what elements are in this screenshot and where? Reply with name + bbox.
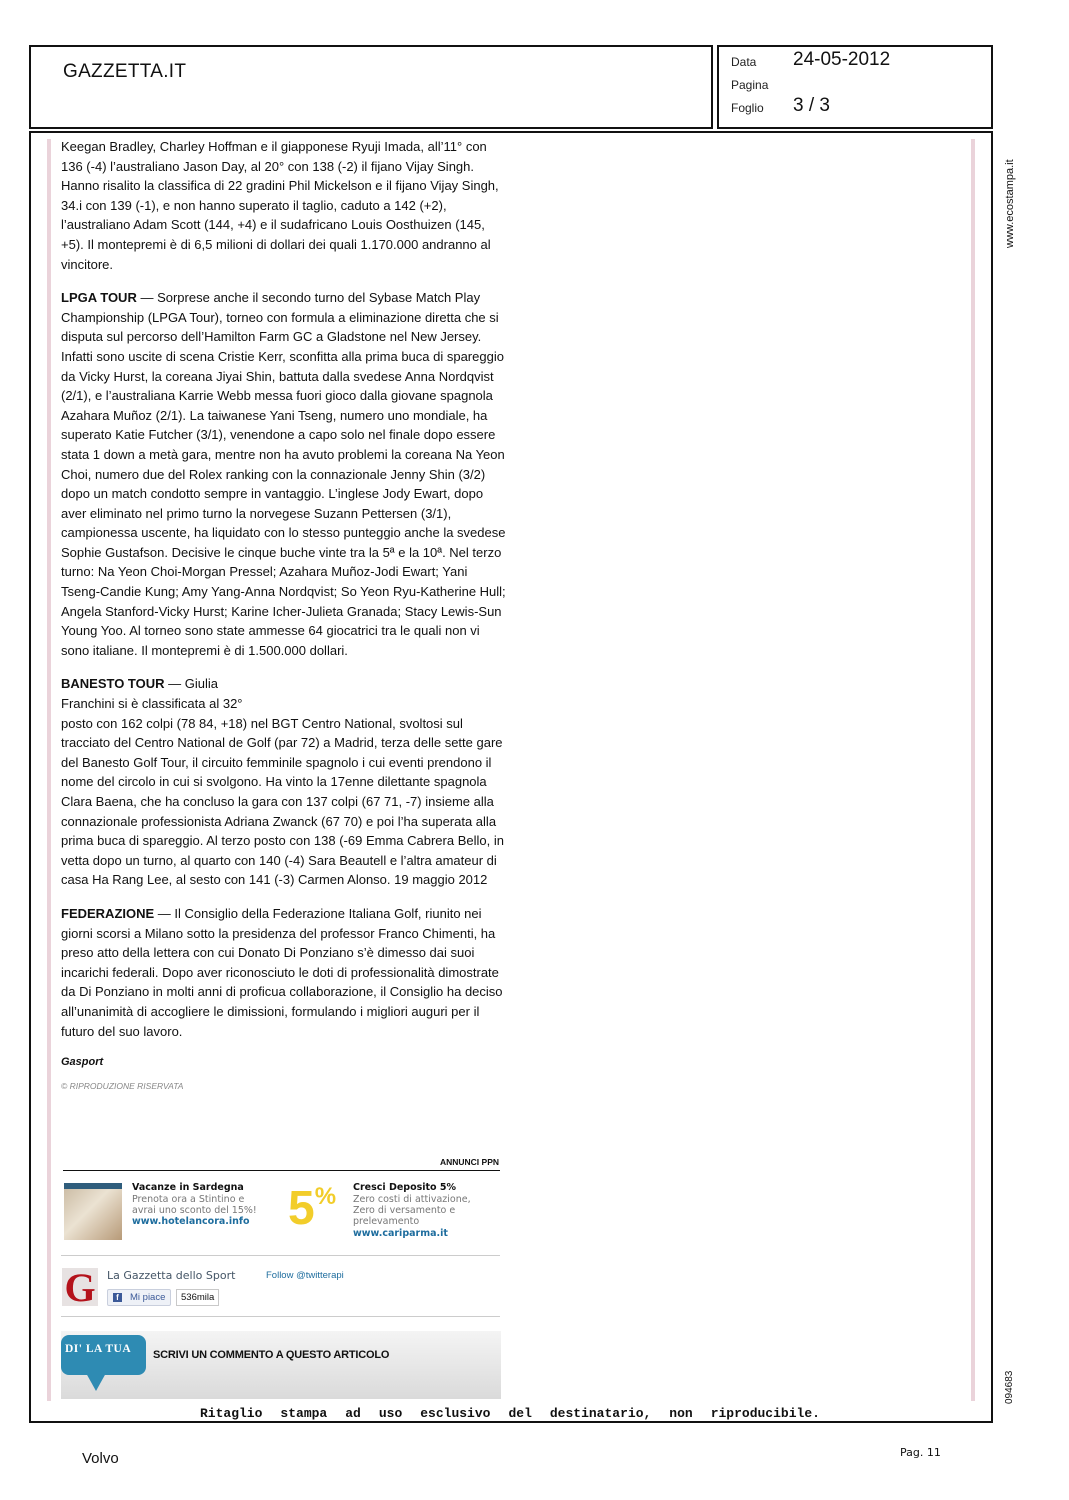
banesto-text-3: posto con 162 colpi (78 84, +18) nel BGT Centro National, svoltosi sul tracciato del Centro National de Golf (par 72) a Madrid, terza delle sette gare del Banesto Golf Tour, il circuito femminile spagnolo i cui eventi prendono il nome del circolo in cui si svolgono. Ha vinto la 17enne dilettante spagnola Clara Baena, che ha concluso la gara con 137 colpi (67 71, -7) insieme alla connazionale professionista Adriana Zwanck (67 70) e poi l’ha superata alla prima buca di spareggio. Al terzo posto con 138 (-69 Emma Cabrera Bello, in vetta dopo un turno, al quarto con 140 (-4) Sara Beautell e l’altra amateur di casa Ha Rang Lee, al sesto con 141 (-3) Carmen Alonso. 19 maggio 2012: [61, 715, 504, 888]
left-margin-rule: [47, 139, 51, 1401]
like-label: Mi piace: [130, 1292, 166, 1303]
banesto-paragraph: [61, 674, 506, 890]
write-comment-link[interactable]: SCRIVI UN COMMENTO A QUESTO ARTICOLO: [153, 1349, 390, 1361]
article-intro: Keegan Bradley, Charley Hoffman e il giapponese Ryuji Imada, all’11° con 136 (-4) l’australiano Jason Day, al 20° con 138 (-2) il fijano Vijay Singh. Hanno risalito la classifica di 22 gradini Phil Mickelson e il fijano Vijay Singh, 34.i con 139 (-1), e non hanno superato il taglio, caduto a 142 (+2), l’australiano Adam Scott (144, +4) e il sudafricano Louis Oosthuizen (145, +5). Il montepremi è di 6,5 milioni di dollari dei quali 1.170.000 andranno al vincitore.: [61, 139, 499, 272]
notice-word: uso: [378, 1406, 403, 1421]
banesto-text-1: — Giulia: [168, 676, 219, 692]
page-number: Pag. 11: [900, 1446, 941, 1459]
ad-sardinia-link[interactable]: www.hotelancora.info: [132, 1216, 250, 1227]
like-count: 536mila: [176, 1289, 219, 1306]
side-code: 094683: [1004, 1370, 1015, 1404]
ad-sardinia-image[interactable]: [64, 1183, 122, 1240]
ad-sardinia-text-1: Prenota ora a Stintino e: [132, 1194, 245, 1205]
twitter-follow-link[interactable]: Follow @twitterapi: [266, 1270, 344, 1281]
date-label: Data: [731, 55, 757, 69]
ads-label: ANNUNCI PPN: [439, 1157, 499, 1167]
ad-deposit-title[interactable]: Cresci Deposito 5%: [353, 1182, 457, 1193]
gazzetta-logo-letter: G: [64, 1265, 96, 1310]
header-left-box: [29, 45, 713, 129]
notice-word: riproducibile.: [710, 1406, 820, 1421]
speech-bubble-tail: [86, 1373, 106, 1391]
lpga-text: — Sorprese anche il secondo turno del Sybase Match Play Championship (LPGA Tour), torneo con formula a eliminazione diretta che si disputa sul percorso dell’Hamilton Farm GC a Gladstone nel New Jersey. Infatti sono uscite di scena Cristie Kerr, sconfitta alla prima buca di spareggio da Vicky Hurst, la coreana Jiyai Shin, battuta dalla svedese Anna Nordqvist (2/1), e l’australiana Karrie Webb messa fuori gioco dalla giovane spagnola Azahara Muñoz (2/1). La taiwanese Yani Tseng, numero uno mondiale, ha superato Katie Futcher (3/1), venendone a capo solo nel finale dopo essere stata 1 down a metà gara, mentre non ha avuto problemi la coreana Na Yeon Choi, numero due del Rolex ranking con la connazionale Jenny Shin (3/2) dopo un match condotto sempre in vantaggio. L’inglese Jody Ewart, dopo aver eliminato nel primo turno la norvegese Suzann Pettersen (3/1), campionessa uscente, ha liquidato con lo stesso punteggio anche la svedese Sophie Gustafson. Decisive le cinque buche vinte tra la 5ª e la 10ª. Nel terzo turno: Na Yeon Choi-Morgan Pressel; Azahara Muñoz-Jodi Ewart; Yani Tseng-Candie Kung; Amy Yang-Anna Nordqvist; So Yeon Ryu-Katherine Hull; Angela Stanford-Vicky Hurst; Karine Icher-Julieta Granada; Stacy Lewis-Sun Young Yoo. Al torneo sono state ammesse 64 giocatrici tra le quali non vi sono italiane. Il montepremi è di 1.500.000 dollari.: [61, 290, 506, 658]
notice-word: ad: [345, 1406, 361, 1421]
header-meta-box: [717, 45, 993, 129]
right-margin-rule: [971, 139, 975, 1401]
article-source: Gasport: [61, 1056, 104, 1069]
comment-divider: [61, 1316, 500, 1317]
social-divider: [61, 1255, 500, 1256]
facebook-icon: f: [113, 1293, 122, 1302]
gazzetta-logo-icon[interactable]: [62, 1265, 98, 1310]
ad-deposit-link[interactable]: www.cariparma.it: [353, 1228, 448, 1239]
federation-paragraph: [61, 904, 506, 1041]
side-url: www.ecostampa.it: [1004, 159, 1016, 248]
sheet-label: Foglio: [731, 101, 764, 115]
clipping-notice: [200, 1406, 820, 1421]
ad-percent-badge[interactable]: [288, 1182, 336, 1236]
banesto-heading: BANESTO TOUR: [61, 676, 165, 692]
notice-word: destinatario,: [549, 1406, 652, 1421]
rights-notice: © RIPRODUZIONE RISERVATA: [61, 1080, 184, 1091]
notice-word: del: [508, 1406, 532, 1421]
ad-image-band: [64, 1183, 122, 1189]
date-value: 24-05-2012: [793, 49, 891, 70]
notice-word: stampa: [280, 1406, 328, 1421]
notice-word: Ritaglio: [200, 1406, 263, 1421]
notice-word: esclusivo: [420, 1406, 491, 1421]
sheet-value: 3 / 3: [793, 95, 830, 116]
like-button[interactable]: [107, 1289, 171, 1306]
ad-percent-number: 5: [288, 1182, 315, 1235]
ads-divider: [63, 1170, 500, 1171]
article-body: [61, 137, 506, 1096]
ad-sardinia-title[interactable]: Vacanze in Sardegna: [132, 1182, 244, 1193]
facebook-page-name[interactable]: La Gazzetta dello Sport: [107, 1269, 236, 1282]
speech-bubble-icon: [61, 1335, 146, 1375]
notice-word: non: [669, 1406, 693, 1421]
comment-badge: DI' LA TUA: [65, 1343, 132, 1355]
ad-sardinia-text-2: avrai uno sconto del 15%!: [132, 1205, 257, 1216]
lpga-heading: LPGA TOUR: [61, 290, 137, 306]
lpga-paragraph: [61, 288, 506, 660]
ad-percent-sign: %: [314, 1183, 337, 1210]
federation-text: — Il Consiglio della Federazione Italiana Golf, riunito nei giorni scorsi a Milano sotto la presidenza del professor Franco Chimenti, ha preso atto della lettera con cui Donato Di Ponziano s’è dimesso dai suoi incarichi federali. Dopo aver riconosciuto le doti di professionalità dimostrate da Di Ponziano in molti anni di proficua collaborazione, il Consiglio ha deciso all’unanimità di accogliere le dimissioni, formulando i migliori auguri per il futuro del suo lavoro.: [61, 905, 503, 1039]
ad-deposit-text-1: Zero costi di attivazione,: [353, 1194, 471, 1205]
ad-deposit-text-3: prelevamento: [353, 1216, 420, 1227]
ad-deposit-text-2: Zero di versamento e: [353, 1205, 456, 1216]
page-label: Pagina: [731, 78, 769, 92]
banesto-text-2: Franchini si è classificata al 32°: [61, 696, 243, 712]
client-name: Volvo: [82, 1450, 119, 1467]
publication-name: GAZZETTA.IT: [63, 61, 187, 82]
federation-heading: FEDERAZIONE: [61, 905, 155, 921]
